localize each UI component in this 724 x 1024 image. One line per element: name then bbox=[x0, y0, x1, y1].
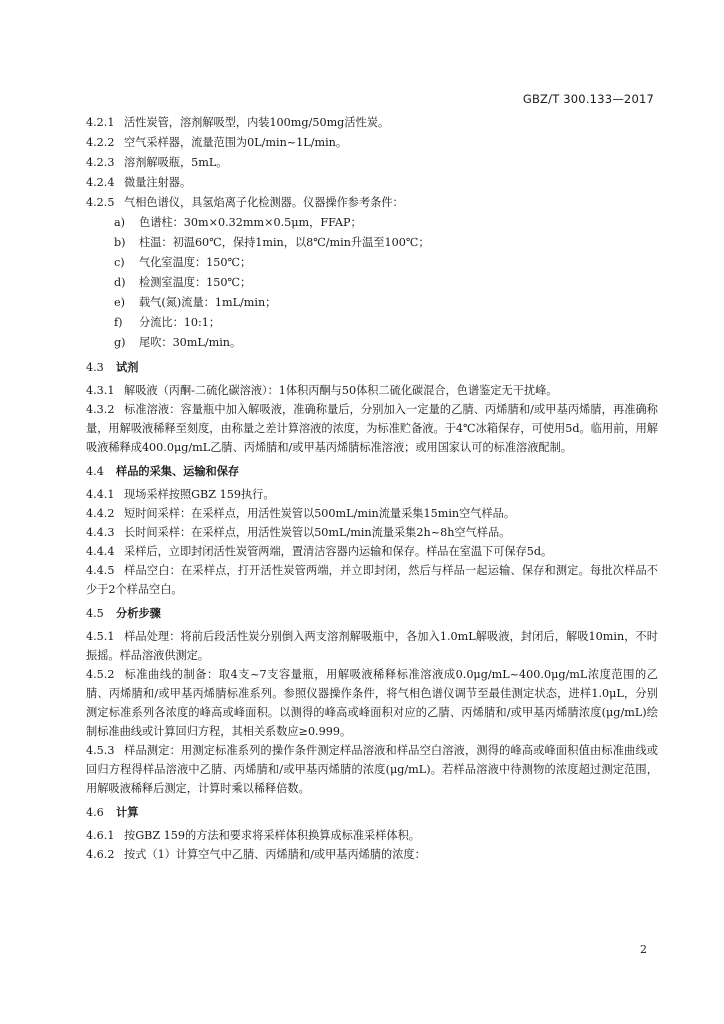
clause-4-3-1: 4.3.1 解吸液（丙酮-二硫化碳溶液）：1体积丙酮与50体积二硫化碳混合，色谱鉴定无干扰峰。 bbox=[86, 384, 558, 397]
clause-4-5-2: 4.5.2 标准曲线的制备：取4支~7支容量瓶，用解吸液稀释标准溶液成0.0μg/mL~400.0μg/mL浓度范围的乙腈、丙烯腈和/或甲基丙烯腈标准系列。参照仪器操作条件，将气相色谱仪调节至最佳测定状态，进样1.0μL，分别测定标准系列各浓度的峰高或峰面积。以测得的峰高或峰面积对应的乙腈、丙烯腈和/或甲基丙烯腈浓度(μg/mL)绘制标准曲线或计算回归方程，其相关系数应≥0.999。 bbox=[86, 668, 658, 738]
condition-a: a) 色谱柱：30m×0.32mm×0.5μm，FFAP； bbox=[114, 216, 362, 229]
clause-4-6-1: 4.6.1 按GBZ 159的方法和要求将采样体积换算成标准采样体积。 bbox=[86, 829, 420, 842]
clause-4-4-2: 4.4.2 短时间采样：在采样点，用活性炭管以500mL/min流量采集15min空气样品。 bbox=[86, 507, 516, 520]
condition-e: e) 载气(氮)流量：1mL/min； bbox=[114, 296, 277, 309]
clause-4-4-1: 4.4.1 现场采样按照GBZ 159执行。 bbox=[86, 488, 275, 501]
page-number: 2 bbox=[640, 943, 647, 956]
clause-4-4-3: 4.4.3 长时间采样：在采样点，用活性炭管以50mL/min流量采集2h~8h空气样品。 bbox=[86, 526, 511, 539]
clause-4-6-2: 4.6.2 按式（1）计算空气中乙腈、丙烯腈和/或甲基丙烯腈的浓度： bbox=[86, 848, 426, 861]
clause-4-2-3: 4.2.3 溶剂解吸瓶，5mL。 bbox=[86, 156, 228, 169]
clause-4-2-4: 4.2.4 微量注射器。 bbox=[86, 176, 192, 189]
clause-4-4-4: 4.4.4 采样后，立即封闭活性炭管两端，置清洁容器内运输和保存。样品在室温下可保存5d。 bbox=[86, 545, 553, 558]
section-heading-4-4: 4.4 样品的采集、运输和保存 bbox=[86, 464, 240, 478]
condition-b: b) 柱温：初温60℃，保持1min，以8℃/min升温至100℃； bbox=[114, 236, 430, 249]
clause-4-3-2: 4.3.2 标准溶液：容量瓶中加入解吸液，准确称量后，分别加入一定量的乙腈、丙烯腈和/或甲基丙烯腈，再准确称量，用解吸液稀释至刻度，由称量之差计算溶液的浓度，为标准贮备液。于4℃冰箱保存，可使用5d。临用前，用解吸液稀释成400.0μg/mL乙腈、丙烯腈和/或甲基丙烯腈标准溶液；或用国家认可的标准溶液配制。 bbox=[86, 403, 658, 454]
clause-4-5-3: 4.5.3 样品测定：用测定标准系列的操作条件测定样品溶液和样品空白溶液，测得的峰高或峰面积值由标准曲线或回归方程得样品溶液中乙腈、丙烯腈和/或甲基丙烯腈的浓度(μg/mL)。若样品溶液中待测物的浓度超过测定范围，用解吸液稀释后测定，计算时乘以稀释倍数。 bbox=[86, 744, 658, 795]
condition-f: f) 分流比：10:1； bbox=[114, 316, 221, 329]
clause-4-2-5: 4.2.5 气相色谱仪，具氢焰离子化检测器。仪器操作参考条件： bbox=[86, 196, 404, 209]
document-body bbox=[86, 113, 658, 864]
section-heading-4-5: 4.5 分析步骤 bbox=[86, 606, 161, 620]
clause-4-5-1: 4.5.1 样品处理：将前后段活性炭分别倒入两支溶剂解吸瓶中，各加入1.0mL解吸液，封闭后，解吸10min，不时振摇。样品溶液供测定。 bbox=[86, 630, 658, 662]
standard-number: GBZ/T 300.133—2017 bbox=[522, 92, 654, 106]
section-heading-4-6: 4.6 计算 bbox=[86, 805, 139, 819]
condition-c: c) 气化室温度：150℃； bbox=[114, 256, 252, 269]
clause-4-2-2: 4.2.2 空气采样器，流量范围为0L/min~1L/min。 bbox=[86, 136, 348, 149]
section-heading-4-3: 4.3 试剂 bbox=[86, 360, 139, 374]
condition-d: d) 检测室温度：150℃； bbox=[114, 276, 252, 289]
condition-g: g) 尾吹：30mL/min。 bbox=[114, 336, 242, 349]
clause-4-2-1: 4.2.1 活性炭管，溶剂解吸型，内装100mg/50mg活性炭。 bbox=[86, 116, 390, 129]
clause-4-4-5: 4.4.5 样品空白：在采样点，打开活性炭管两端，并立即封闭，然后与样品一起运输、保存和测定。每批次样品不少于2个样品空白。 bbox=[86, 564, 658, 596]
